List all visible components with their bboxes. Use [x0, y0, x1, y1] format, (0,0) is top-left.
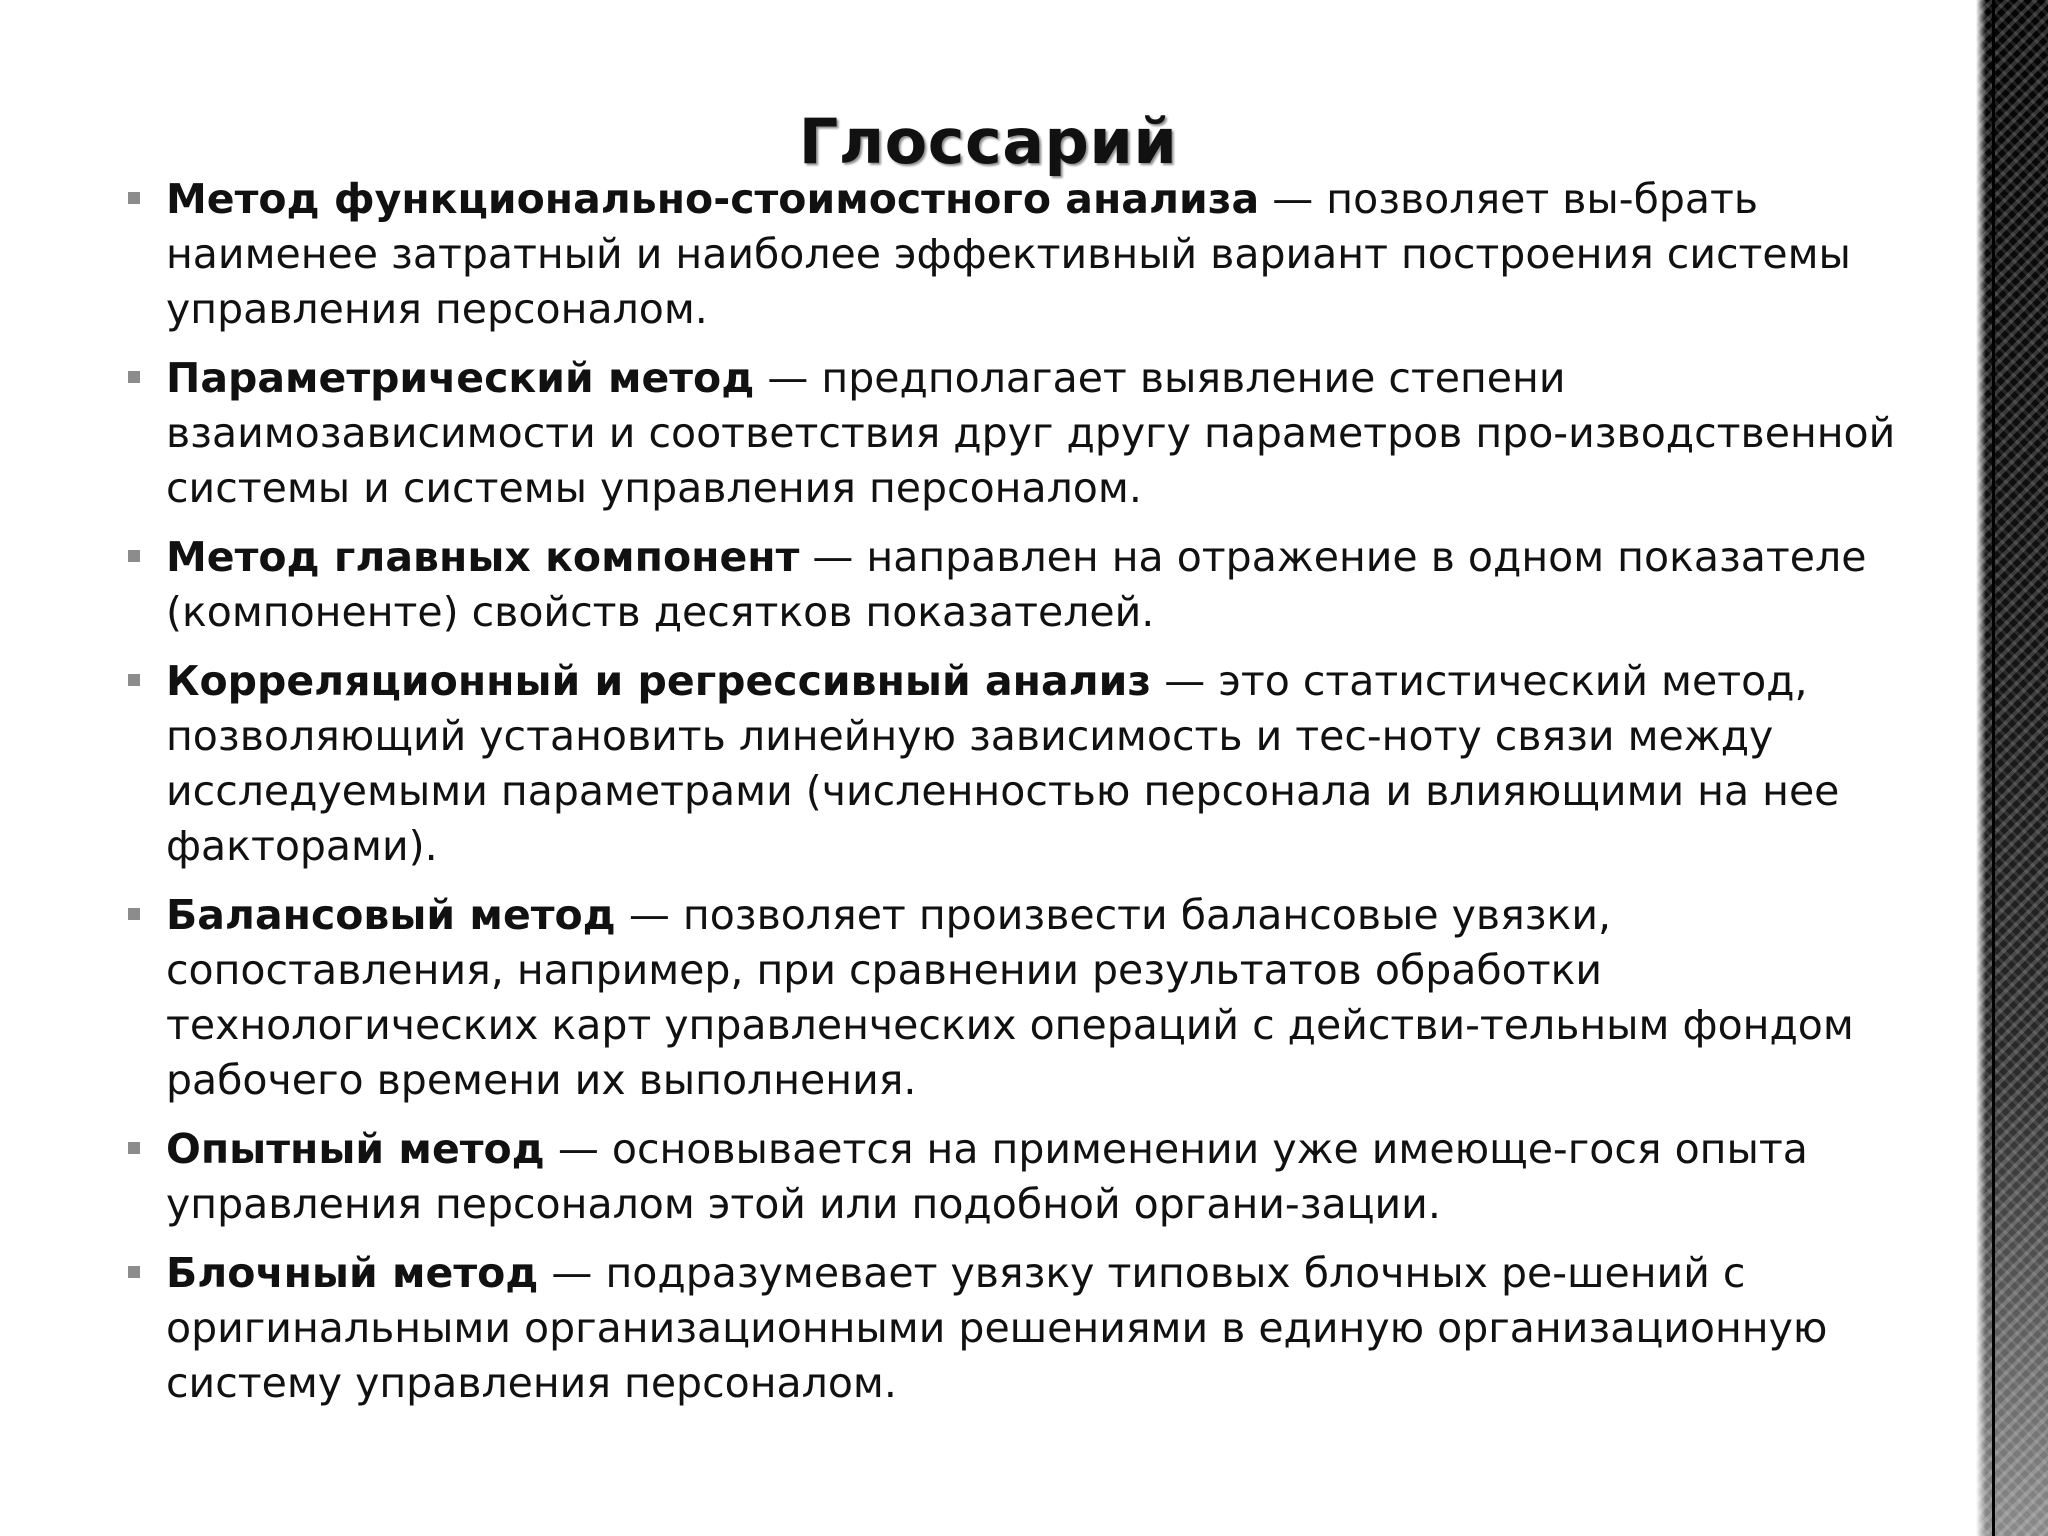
glossary-entry [128, 530, 1958, 640]
glossary-definition: это статистический метод, позволяющий установить линейную зависимость и тес-ноту связи между исследуемыми параметрами (численностью персонала и влияющими на нее факторами). [166, 657, 1840, 870]
glossary-term: Параметрический метод [166, 354, 755, 402]
square-bullet-icon [128, 1266, 140, 1278]
term-dash: — [754, 354, 822, 402]
glossary-entry [128, 888, 1958, 1108]
glossary-definition: предполагает выявление степени взаимозависимости и соответствия друг другу параметров про-изводственной системы и системы управления персоналом. [166, 354, 1896, 512]
term-dash: — [799, 533, 867, 581]
term-dash: — [615, 891, 683, 939]
glossary-term: Блочный метод [166, 1249, 539, 1297]
term-dash: — [1151, 657, 1219, 705]
glossary-entry [128, 1122, 1958, 1232]
glossary-term: Корреляционный и регрессивный анализ [166, 657, 1152, 705]
square-bullet-icon [128, 192, 140, 204]
glossary-term: Метод функционально-стоимостного анализа [166, 175, 1260, 223]
glossary-entry [128, 1246, 1958, 1411]
glossary-entry [128, 654, 1958, 874]
term-dash: — [538, 1249, 606, 1297]
glossary-definition: позволяет вы-брать наименее затратный и наиболее эффективный вариант построения системы управления персоналом. [166, 175, 1851, 333]
glossary-definition: позволяет произвести балансовые увязки, сопоставления, например, при сравнении результатов обработки технологических карт управленческих операций с действи-тельным фондом рабочего времени их выполнения. [166, 891, 1854, 1104]
glossary-definition: направлен на отражение в одном показателе (компоненте) свойств десятков показателей. [166, 533, 1867, 636]
glossary-list [128, 172, 1958, 1425]
square-bullet-icon [128, 371, 140, 383]
square-bullet-icon [128, 908, 140, 920]
term-dash: — [544, 1125, 612, 1173]
decorative-side-band [1976, 0, 2048, 1536]
glossary-definition: основывается на применении уже имеюще-гося опыта управления персоналом этой или подобной органи-зации. [166, 1125, 1808, 1228]
glossary-term: Метод главных компонент [166, 533, 800, 581]
glossary-entry [128, 172, 1958, 337]
term-dash: — [1259, 175, 1327, 223]
glossary-term: Опытный метод [166, 1125, 545, 1173]
square-bullet-icon [128, 550, 140, 562]
glossary-entry [128, 351, 1958, 516]
square-bullet-icon [128, 1142, 140, 1154]
glossary-definition: подразумевает увязку типовых блочных ре-шений с оригинальными организационными решениями в единую организационную систему управления персоналом. [166, 1249, 1828, 1407]
slide-title: Глоссарий [798, 104, 1178, 178]
glossary-term: Балансовый метод [166, 891, 616, 939]
square-bullet-icon [128, 674, 140, 686]
